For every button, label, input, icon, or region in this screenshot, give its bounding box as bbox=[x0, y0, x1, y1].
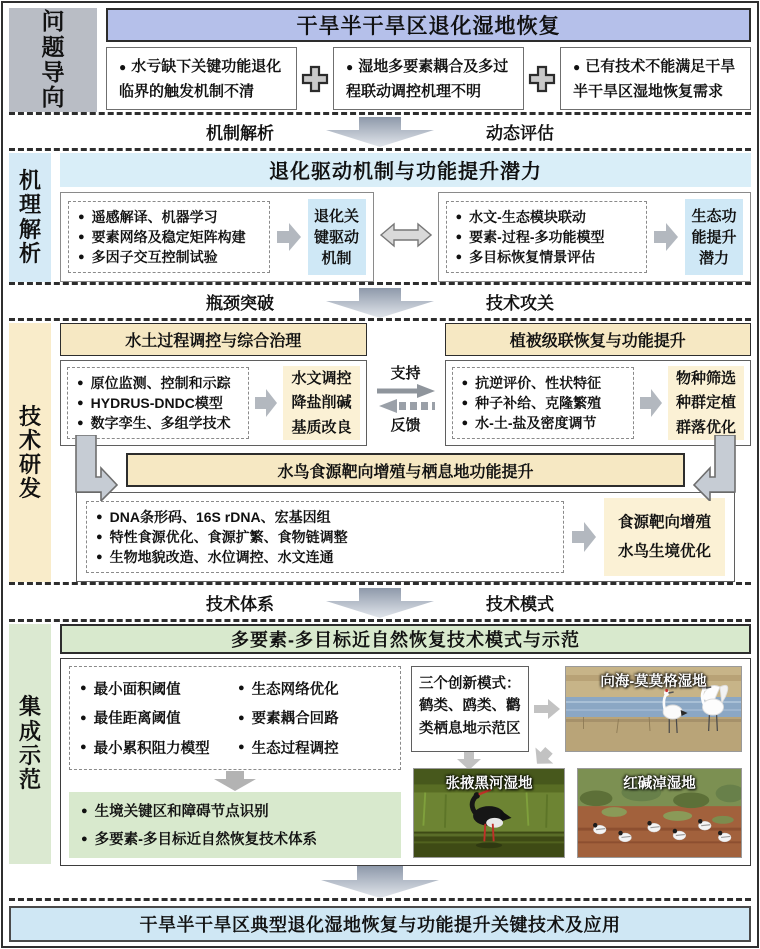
photo-label: 张掖黑河湿地 bbox=[445, 775, 533, 792]
bird-output bbox=[604, 498, 725, 576]
bird-list bbox=[86, 501, 564, 573]
demo-result-box bbox=[69, 792, 401, 858]
section-technology bbox=[9, 323, 751, 582]
list-item bbox=[96, 547, 554, 567]
list-item-text: 最小累积阻力模型 bbox=[93, 740, 210, 757]
list-item-text: DNA条形码、16S rDNA、宏基因组 bbox=[109, 509, 331, 526]
section-mechanism-label-box bbox=[9, 153, 51, 282]
down-arrow-icon bbox=[214, 771, 256, 791]
bullet-icon: ● bbox=[455, 251, 463, 264]
down-arrow-icon bbox=[326, 588, 434, 618]
list-item bbox=[96, 507, 554, 527]
output-line: 水文调控 bbox=[291, 369, 352, 387]
right-arrow-icon bbox=[255, 387, 277, 419]
list-item-text: 多目标恢复情景评估 bbox=[469, 249, 596, 266]
output-line: 食源靶向增殖 bbox=[617, 513, 711, 531]
photo-xianghai-momoge bbox=[565, 666, 742, 752]
mechanism-right-box bbox=[438, 192, 752, 282]
list-item bbox=[96, 527, 554, 547]
mechanism-left-box bbox=[60, 192, 374, 282]
list-item bbox=[80, 678, 232, 699]
list-item-text: 要素耦合回路 bbox=[251, 711, 339, 728]
output-line: 种群定植 bbox=[675, 394, 736, 412]
header-spacer bbox=[367, 323, 445, 356]
bullet-icon: ● bbox=[81, 804, 88, 817]
list-item-text: 多因子交互控制试验 bbox=[91, 249, 218, 266]
list-item bbox=[238, 707, 390, 728]
bullet-icon: ● bbox=[461, 417, 469, 430]
final-arrow-band bbox=[9, 866, 751, 901]
right-arrow-icon bbox=[640, 387, 662, 419]
list-item-text: 生态网络优化 bbox=[251, 681, 339, 698]
mechanism-right-list bbox=[446, 201, 648, 273]
section-demo-label-box bbox=[9, 624, 51, 864]
bullet-icon: ● bbox=[96, 511, 103, 524]
photo-label: 向海-莫莫格湿地 bbox=[600, 673, 707, 690]
demo-threshold-list bbox=[69, 666, 401, 770]
section-label: 技术研发 bbox=[18, 403, 41, 502]
vegetation-output bbox=[668, 366, 744, 440]
innovation-mode-box: 三个创新模式：鹤类、鸥类、鹳类栖息地示范区 bbox=[411, 666, 529, 752]
bullet-icon: ● bbox=[455, 231, 463, 244]
support-label: 支持 bbox=[390, 365, 421, 383]
demo-right-column bbox=[411, 666, 742, 858]
water-process-list bbox=[67, 367, 249, 439]
bullet-icon: ● bbox=[80, 682, 87, 695]
section-technology-label-box bbox=[9, 323, 51, 582]
list-item-text: 生态过程调控 bbox=[251, 740, 339, 757]
output-line: 基质改良 bbox=[291, 418, 352, 436]
double-arrow-icon bbox=[380, 220, 432, 250]
water-process-header: 水土过程调控与综合治理 bbox=[60, 323, 367, 356]
list-item-text: 多要素-多目标近自然恢复技术体系 bbox=[94, 832, 317, 849]
bullet-icon: ● bbox=[96, 531, 103, 544]
bent-arrow-left-icon bbox=[693, 435, 743, 501]
plus-icon bbox=[300, 64, 330, 94]
section-label: 机理解析 bbox=[18, 168, 41, 266]
list-item bbox=[80, 707, 232, 728]
water-process-box bbox=[60, 360, 367, 446]
list-item bbox=[77, 373, 239, 393]
section-mechanism bbox=[9, 153, 751, 282]
list-item bbox=[78, 247, 260, 267]
transition-demo bbox=[9, 582, 751, 621]
photo-hongjiannao bbox=[577, 768, 742, 858]
transition-right-label: 技术模式 bbox=[486, 594, 554, 614]
output-line: 水鸟生境优化 bbox=[617, 543, 711, 561]
vegetation-box bbox=[445, 360, 752, 446]
bullet-icon: ● bbox=[78, 211, 85, 224]
bullet-icon: ● bbox=[96, 551, 103, 564]
list-item bbox=[77, 393, 239, 413]
output-line: 物种筛选 bbox=[675, 369, 736, 387]
bullet-icon: ● bbox=[80, 741, 87, 753]
transition-mechanism bbox=[9, 112, 751, 151]
list-item bbox=[456, 227, 638, 247]
vegetation-list bbox=[452, 367, 634, 439]
list-item-text: 特性食源优化、食源扩繁、食物链调整 bbox=[109, 529, 348, 546]
problem-text: 已有技术不能满足干旱半干旱区湿地恢复需求 bbox=[573, 58, 736, 100]
section-label: 集成示范 bbox=[18, 694, 41, 792]
list-item-text: 最佳距离阈值 bbox=[93, 711, 181, 728]
list-item bbox=[78, 227, 260, 247]
list-item bbox=[77, 413, 239, 433]
bullet-icon: ● bbox=[238, 682, 245, 695]
bullet-icon: ● bbox=[81, 832, 88, 845]
list-item-text: 水文-生态模块联动 bbox=[469, 209, 586, 226]
support-feedback-block bbox=[367, 360, 445, 446]
demo-left-column bbox=[69, 666, 401, 858]
list-item bbox=[81, 828, 389, 849]
mode-arrow-wrap bbox=[534, 666, 560, 752]
list-item bbox=[238, 737, 390, 758]
mechanism-title-bar: 退化驱动机制与功能提升潜力 bbox=[60, 153, 751, 187]
mechanism-right-output: 生态功能提升潜力 bbox=[685, 199, 743, 275]
list-item bbox=[462, 413, 624, 433]
right-arrow-icon bbox=[277, 221, 301, 253]
bullet-icon: ● bbox=[461, 397, 469, 410]
bullet-icon: ● bbox=[238, 711, 245, 724]
down-arrow-icon bbox=[326, 288, 434, 318]
right-arrow-icon bbox=[572, 520, 596, 554]
list-item-text: 抗逆评价、性状特征 bbox=[475, 375, 602, 392]
problem-box bbox=[560, 47, 751, 110]
demo-title-bar: 多要素-多目标近自然恢复技术模式与示范 bbox=[60, 624, 751, 654]
section-problem bbox=[9, 8, 751, 112]
section-problem-label-box bbox=[9, 8, 97, 112]
main-title-bar: 干旱半干旱区退化湿地恢复 bbox=[106, 8, 751, 42]
transition-technology bbox=[9, 282, 751, 321]
transition-right-label: 动态评估 bbox=[486, 123, 554, 143]
support-right-arrow-icon bbox=[377, 384, 435, 398]
list-item-text: 原位监测、控制和示踪 bbox=[90, 375, 231, 392]
list-item bbox=[80, 737, 232, 758]
list-item-text: 最小面积阈值 bbox=[93, 681, 181, 698]
bullet-icon: ● bbox=[238, 741, 245, 753]
plus-wrap bbox=[297, 47, 333, 110]
plus-icon bbox=[527, 64, 557, 94]
small-down-arrow-wrap bbox=[69, 770, 401, 792]
transition-left-label: 机制解析 bbox=[206, 123, 274, 143]
list-item-text: 生物地貌改造、水位调控、水文连通 bbox=[109, 549, 334, 566]
plus-wrap bbox=[524, 47, 560, 110]
final-title-bar: 干旱半干旱区典型退化湿地恢复与功能提升关键技术及应用 bbox=[9, 906, 751, 942]
bullet-icon: ● bbox=[455, 211, 463, 224]
transition-left-label: 瓶颈突破 bbox=[206, 294, 274, 314]
mechanism-left-list bbox=[68, 201, 270, 273]
transition-right-label: 技术攻关 bbox=[486, 294, 554, 314]
list-item bbox=[462, 393, 624, 413]
list-item bbox=[78, 207, 260, 227]
vegetation-header: 植被级联恢复与功能提升 bbox=[445, 323, 752, 356]
double-arrow-wrap bbox=[380, 220, 432, 255]
list-item-text: 要素-过程-多功能模型 bbox=[469, 229, 605, 246]
list-item-text: 遥感解译、机器学习 bbox=[91, 209, 218, 226]
section-label: 问题导向 bbox=[41, 8, 65, 111]
photo-label: 红碱淖湿地 bbox=[623, 775, 696, 792]
water-process-output bbox=[283, 366, 359, 440]
down-arrow-icon bbox=[326, 117, 434, 147]
right-arrow-icon bbox=[534, 699, 560, 719]
list-item-text: 生境关键区和障碍节点识别 bbox=[94, 804, 269, 821]
problem-box bbox=[106, 47, 297, 110]
bullet-icon: ● bbox=[461, 377, 469, 390]
bird-header: 水鸟食源靶向增殖与栖息地功能提升 bbox=[126, 453, 685, 487]
list-item-text: 种子补给、克隆繁殖 bbox=[475, 395, 602, 412]
demo-main-box bbox=[60, 658, 751, 866]
list-item-text: 数字孪生、多组学技术 bbox=[90, 415, 231, 432]
list-item bbox=[81, 800, 389, 821]
list-item-text: HYDRUS-DNDC模型 bbox=[90, 395, 223, 412]
problem-text: 湿地多要素耦合及多过程联动调控机理不明 bbox=[346, 58, 509, 100]
list-item bbox=[238, 678, 390, 699]
bullet-icon: ● bbox=[78, 251, 85, 264]
output-line: 群落优化 bbox=[675, 418, 736, 436]
problem-text: 水亏缺下关键功能退化临界的触发机制不清 bbox=[119, 58, 282, 100]
bullet-icon: ● bbox=[346, 60, 354, 74]
right-arrow-icon bbox=[654, 221, 678, 253]
list-item bbox=[456, 207, 638, 227]
feedback-label: 反馈 bbox=[390, 417, 421, 435]
section-demo bbox=[9, 624, 751, 864]
transition-left-label: 技术体系 bbox=[206, 594, 274, 614]
restoration-framework-diagram bbox=[1, 1, 759, 948]
bullet-icon: ● bbox=[77, 377, 84, 390]
list-item-text: 水-土-盐及密度调节 bbox=[475, 415, 597, 432]
bullet-icon: ● bbox=[77, 417, 84, 430]
down-arrow-icon bbox=[321, 866, 439, 898]
bent-arrow-right-icon bbox=[68, 435, 118, 501]
list-item bbox=[456, 247, 638, 267]
problem-box bbox=[333, 47, 524, 110]
bullet-icon: ● bbox=[119, 60, 127, 74]
mechanism-left-output: 退化关键驱动机制 bbox=[308, 199, 366, 275]
output-line: 降盐削碱 bbox=[291, 394, 352, 412]
list-item-text: 要素网络及稳定矩阵构建 bbox=[91, 229, 246, 246]
bullet-icon: ● bbox=[80, 711, 87, 724]
bullet-icon: ● bbox=[78, 231, 85, 244]
bird-box bbox=[76, 492, 735, 582]
list-item bbox=[462, 373, 624, 393]
photo-zhangye-heihe bbox=[413, 768, 565, 858]
feedback-left-arrow-icon bbox=[377, 399, 435, 413]
bullet-icon: ● bbox=[77, 397, 84, 410]
bullet-icon: ● bbox=[573, 60, 581, 74]
